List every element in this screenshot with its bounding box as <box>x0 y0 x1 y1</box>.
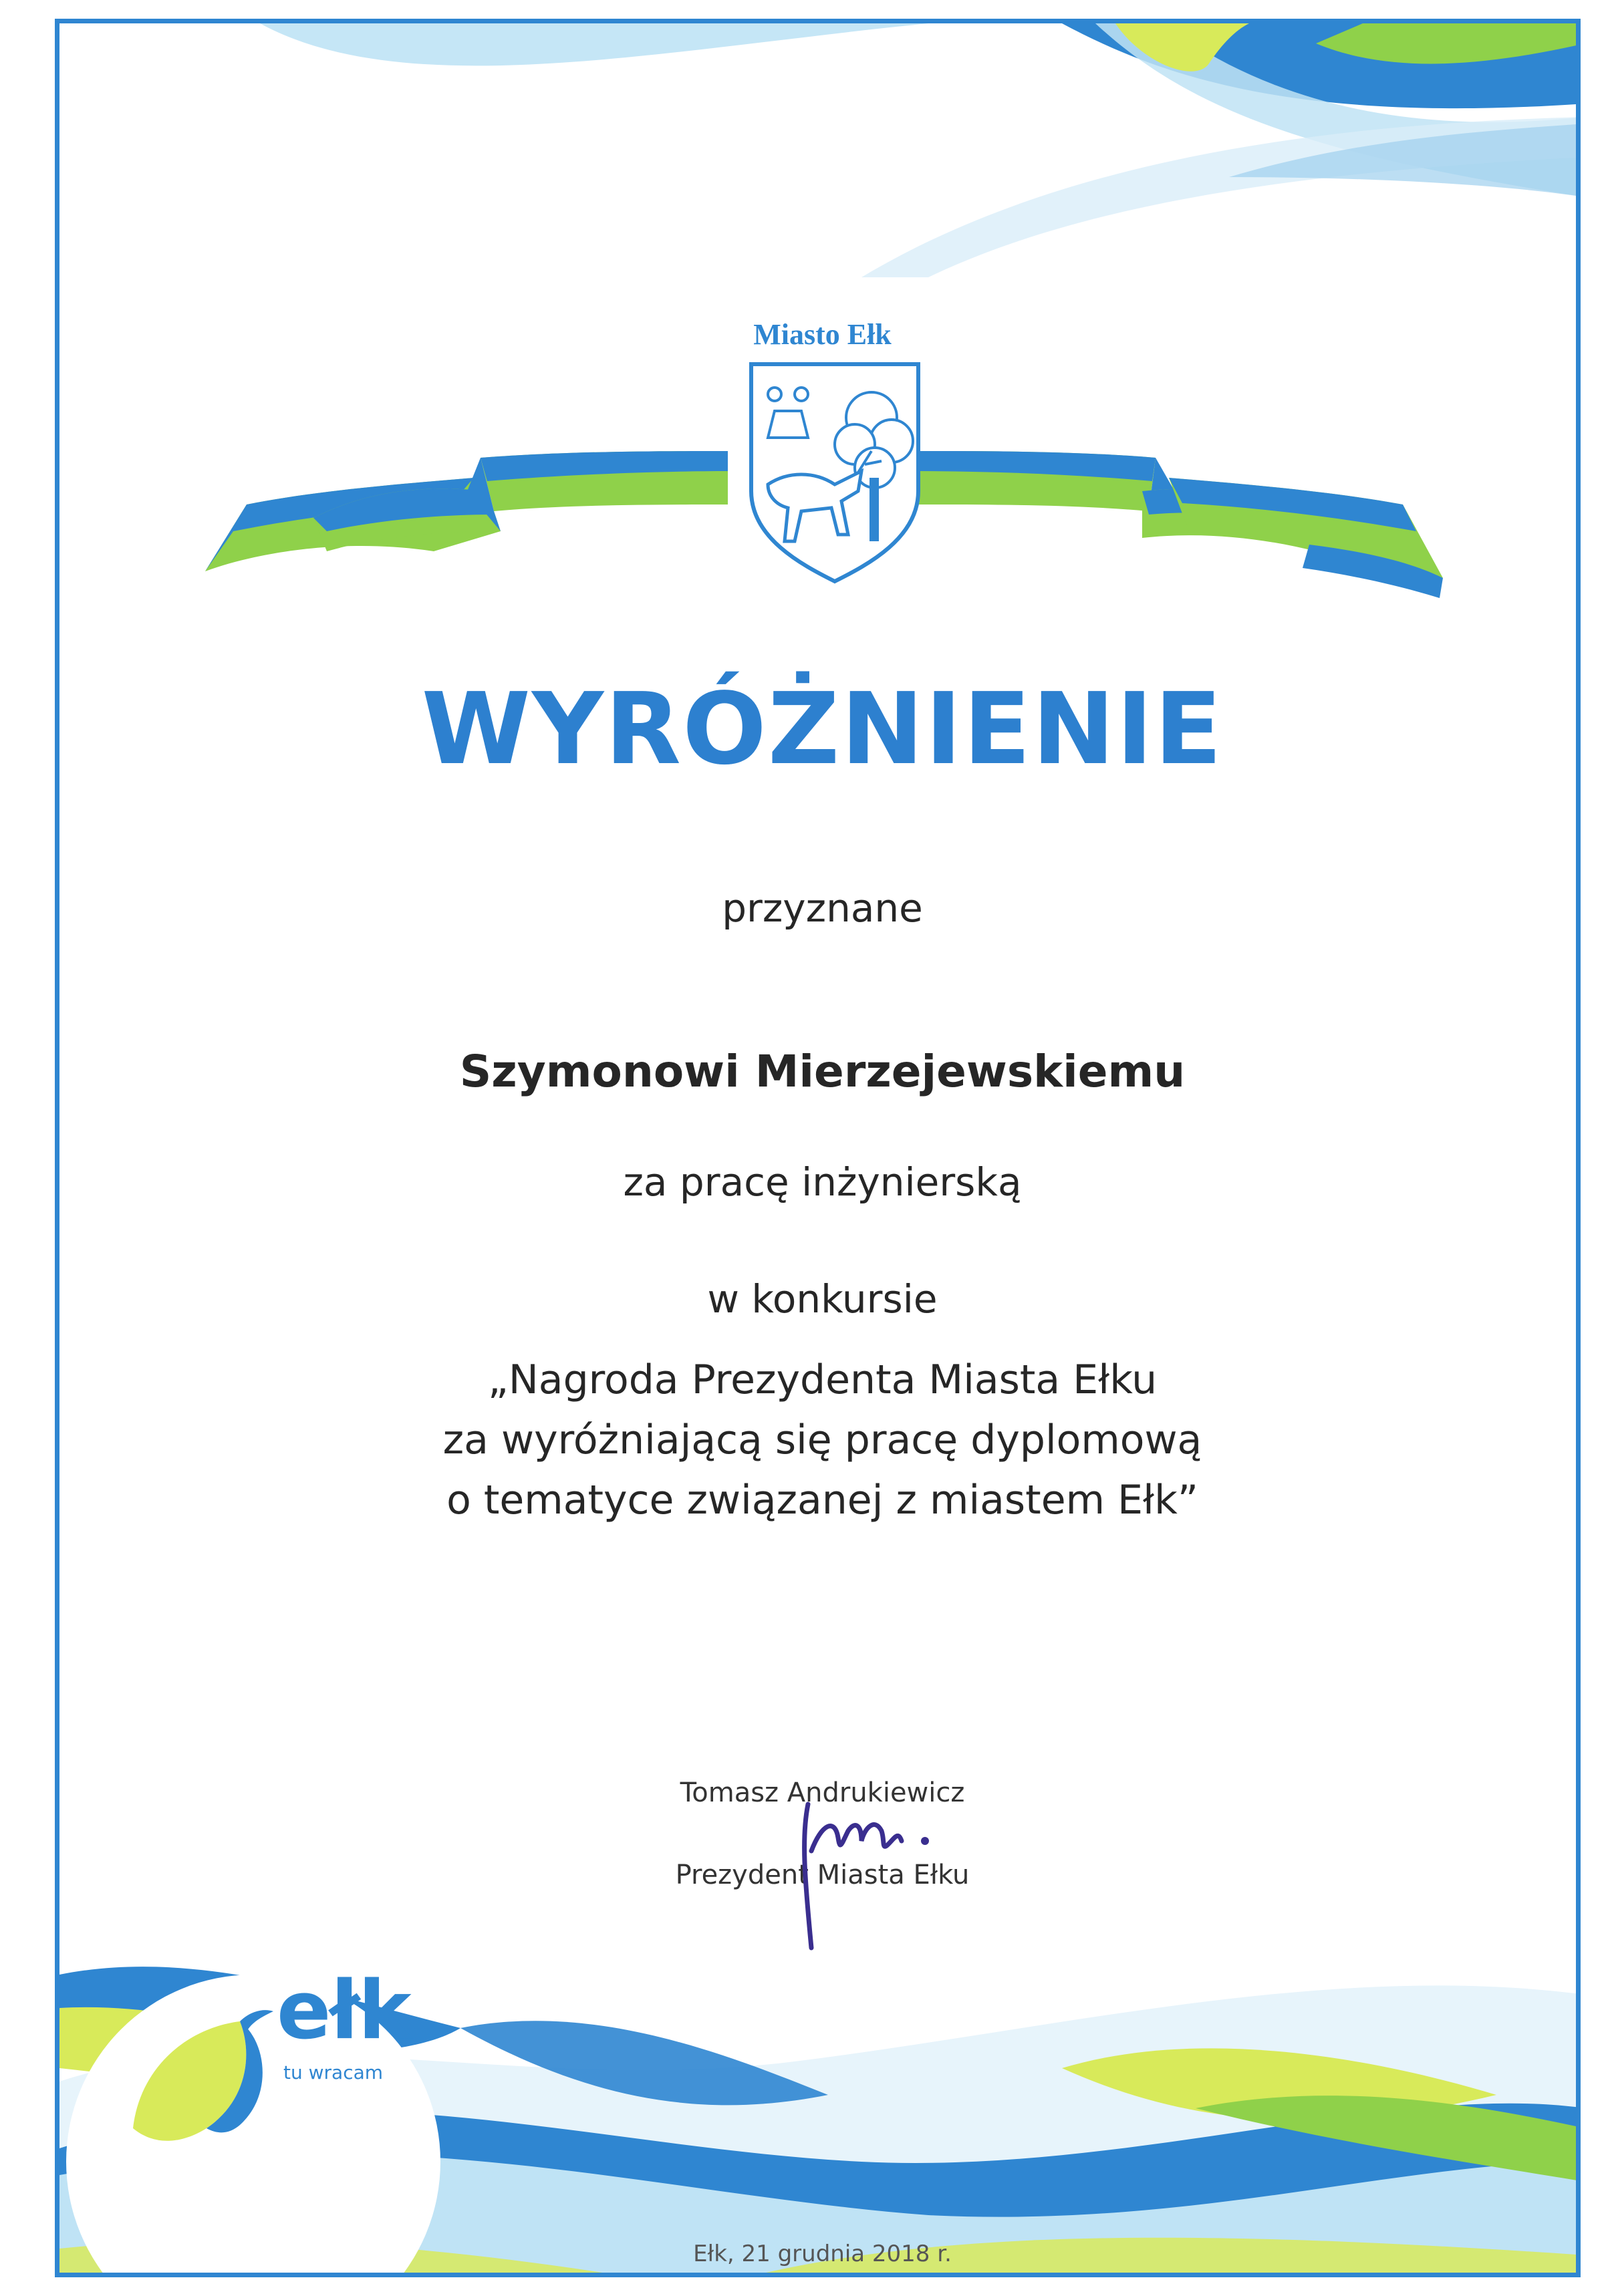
ribbon-right <box>908 451 1443 598</box>
contest-intro-text: w konkursie <box>707 1276 938 1322</box>
issue-date: Ełk, 21 grudnia 2018 r. <box>693 2241 952 2267</box>
city-label: Miasto Ełk <box>753 318 892 351</box>
award-name-line-2: za wyróżniającą się pracę dyplomową <box>442 1417 1202 1463</box>
awarded-text: przyznane <box>722 885 923 931</box>
signatory-title: Prezydent Miasta Ełku <box>675 1860 970 1890</box>
logo-wordmark: ełk <box>277 1965 410 2057</box>
signatory-name: Tomasz Andrukiewicz <box>680 1777 965 1808</box>
ribbon-left <box>205 451 728 571</box>
logo-tagline: tu wracam <box>283 2061 384 2084</box>
award-name-line-1: „Nagroda Prezydenta Miasta Ełku <box>487 1356 1158 1403</box>
work-type-text: za pracę inżynierską <box>623 1159 1022 1205</box>
handwritten-signature <box>755 1777 995 1958</box>
award-name-line-3: o tematyce związanej z miastem Ełk” <box>446 1477 1198 1524</box>
certificate-frame <box>55 19 1581 2277</box>
certificate-title: WYRÓŻNIENIE <box>421 672 1224 786</box>
coat-of-arms-emblem <box>751 364 918 581</box>
recipient-name: Szymonowi Mierzejewskiemu <box>459 1046 1186 1097</box>
